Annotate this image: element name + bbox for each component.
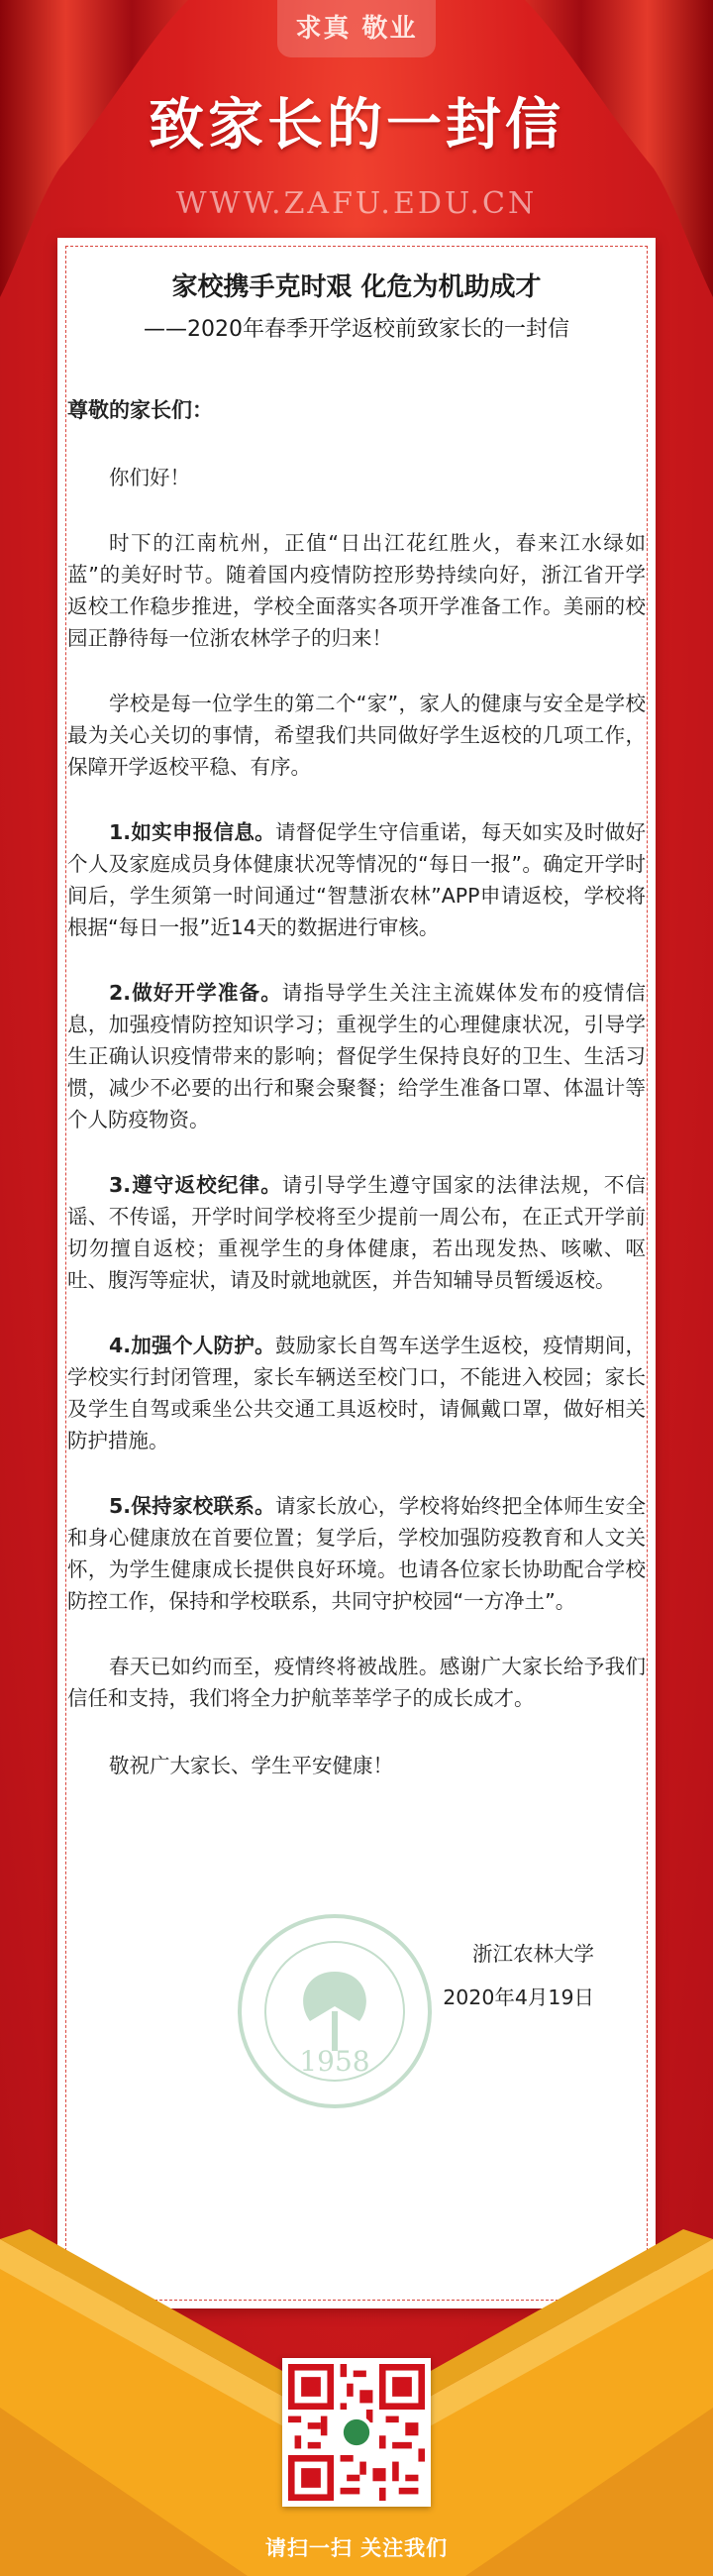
item-paragraph-5: [67, 1490, 646, 1617]
home-paragraph: 学校是每一位学生的第二个“家”，家人的健康与安全是学校最为关心关切的事情，希望我们共同做好学生返校的几项工作，保障开学返校平稳、有序。: [67, 692, 646, 779]
item-body: 请引导学生遵守国家的法律法规，不信谣、不传谣，开学时间学校将至少提前一周公布，在正式开学前切勿擅自返校；重视学生的身体健康，若出现发热、咳嗽、呕吐、腹泻等症状，请及时就地就医，并告知辅导员暂缓返校。: [67, 1173, 646, 1292]
website-url: WWW.ZAFU.EDU.CN: [175, 186, 538, 221]
signature-name: 浙江农林大学: [472, 1942, 594, 1966]
wish-line: 敬祝广大家长、学生平安健康！: [109, 1754, 393, 1777]
seal-year: 1958: [299, 2045, 370, 2078]
item-body: 请督促学生守信重诺，每天如实及时做好个人及家庭成员身体健康状况等情况的“每日一报”。确定开学时间后，学生须第一时间通过“智慧浙农林”APP申请返校，学校将根据“每日一报”近14天的数据进行审核。: [67, 820, 646, 939]
item-paragraph-1: [67, 816, 646, 943]
greeting: 你们好！: [109, 466, 190, 489]
letter-content: [67, 268, 646, 1781]
motto-tab: 求真 敬业: [277, 0, 436, 57]
salutation: 尊敬的家长们：: [67, 398, 213, 422]
closing-paragraph: 春天已如约而至，疫情终将被战胜。感谢广大家长给予我们信任和支持，我们将全力护航莘莘学子的成长成才。: [67, 1655, 646, 1710]
qr-code[interactable]: [282, 2358, 431, 2507]
item-heading: 3.遵守返校纪律。: [109, 1173, 282, 1197]
item-body: 鼓励家长自驾车送学生返校，疫情期间，学校实行封闭管理，家长车辆送至校门口，不能进入校园；家长及学生自驾或乘坐公共交通工具返校时，请佩戴口罩，做好相关防护措施。: [67, 1334, 646, 1452]
item-heading: 2.做好开学准备。: [109, 981, 282, 1005]
item-paragraph-4: [67, 1330, 646, 1456]
item-paragraph-3: [67, 1169, 646, 1296]
item-paragraph-2: [67, 977, 646, 1135]
scan-follow-text: 请扫一扫 关注我们: [264, 2536, 449, 2560]
letter-headline: 家校携手克时艰 化危为机助成才: [171, 272, 542, 302]
page-title: 致家长的一封信: [149, 92, 564, 158]
item-body: 请指导学生关注主流媒体发布的疫情信息，加强疫情防控知识学习；重视学生的心理健康状况，引导学生正确认识疫情带来的影响；督促学生保持良好的卫生、生活习惯，减少不必要的出行和聚会聚餐；给学生准备口罩、体温计等个人防疫物资。: [67, 981, 646, 1131]
item-body: 请家长放心，学校将始终把全体师生安全和身心健康放在首要位置；复学后，学校加强防疫教育和人文关怀，为学生健康成长提供良好环境。也请各位家长协助配合学校防控工作，保持和学校联系，共同守护校园“一方净土”。: [67, 1494, 646, 1613]
signature-date: 2020年4月19日: [443, 1986, 594, 2009]
item-heading: 5.保持家校联系。: [109, 1494, 275, 1518]
letter-subheadline: ——2020年春季开学返校前致家长的一封信: [144, 317, 569, 342]
item-heading: 1.如实申报信息。: [109, 820, 275, 844]
qr-code-image: [288, 2364, 425, 2501]
signature-block: [396, 1932, 594, 2019]
intro-paragraph: 时下的江南杭州，正值“日出江花红胜火，春来江水绿如蓝”的美好时节。随着国内疫情防控形势持续向好，浙江省开学返校工作稳步推进，学校全面落实各项开学准备工作。美丽的校园正静待每一位浙农林学子的归来！: [67, 531, 646, 650]
item-heading: 4.加强个人防护。: [109, 1334, 275, 1357]
